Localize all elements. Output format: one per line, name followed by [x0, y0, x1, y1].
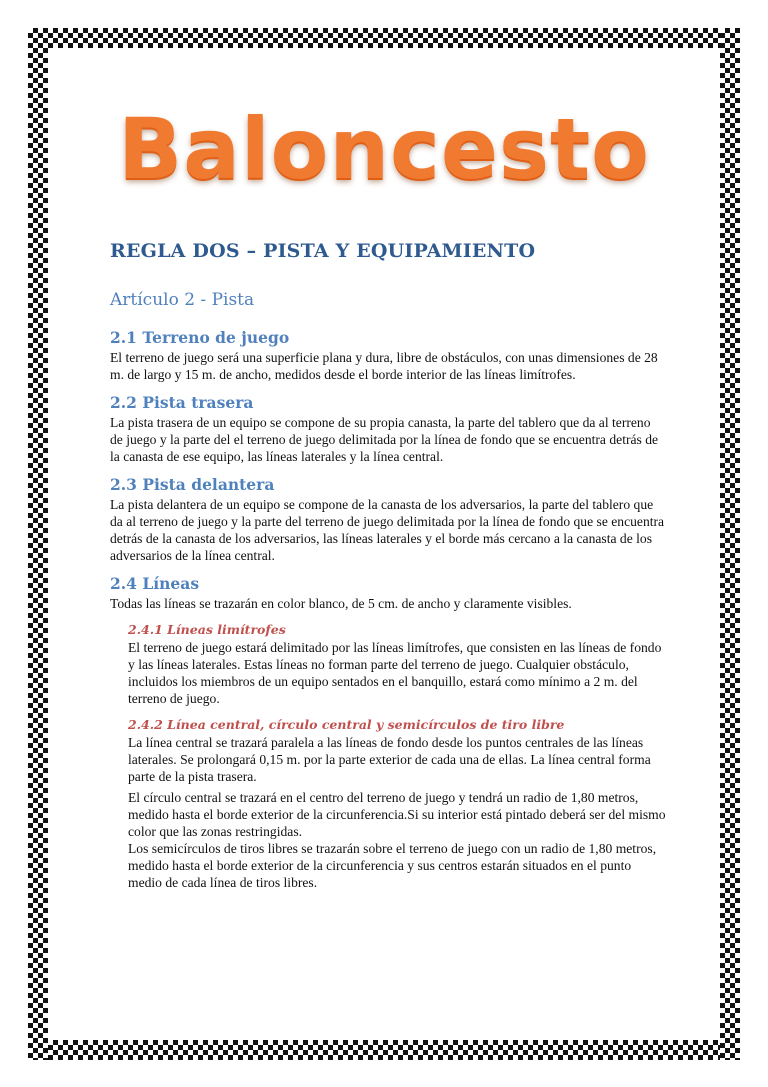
subsection-text: El terreno de juego estará delimitado por las líneas limítrofes, que consisten en las líneas de fondo y las líneas laterales. Estas líneas no forman parte del terreno de juego. Cualquier obstáculo, incluidos los miembros de un equipo sentados en el banquillo, estará como mínimo a 2 m. del terreno de juego. — [128, 640, 662, 706]
section-text: La pista trasera de un equipo se compone de su propia canasta, la parte del tablero que da al terreno de juego y la parte del el terreno de juego delimitada por la línea de fondo que se encuentra detrás de la canasta de ese equipo, las líneas laterales y la línea central. — [110, 415, 659, 464]
section-heading: 2.1 Terreno de juego — [110, 328, 290, 347]
subsection-text: El círculo central se trazará en el centro del terreno de juego y tendrá un radio de 1,80 metros, medido hasta el borde exterior de la circunferencia.Si su interior está pintado deberá ser del mismo color que las zonas restringidas. — [128, 790, 666, 839]
subsection-text: La línea central se trazará paralela a las líneas de fondo desde los puntos centrales de las líneas laterales. Se prolongará 0,15 m. por la parte exterior de cada una de ellas. La línea central forma parte de la pista trasera. — [128, 735, 651, 784]
section-heading: 2.2 Pista trasera — [110, 393, 254, 412]
rule-heading: REGLA DOS – PISTA Y EQUIPAMIENTO — [110, 240, 536, 262]
page-title: Baloncesto — [118, 100, 650, 198]
section-2-1 — [110, 328, 666, 383]
section-2-4 — [110, 574, 666, 612]
section-heading: 2.3 Pista delantera — [110, 475, 275, 494]
document-content — [110, 240, 666, 891]
subsection-text: Los semicírculos de tiros libres se trazarán sobre el terreno de juego con un radio de 1,80 metros, medido hasta el borde exterior de la circunferencia y sus centros estarán situados en el punto medio de cada línea de tiros libres. — [128, 841, 657, 890]
section-2-2 — [110, 393, 666, 465]
section-text: El terreno de juego será una superficie plana y dura, libre de obstáculos, con unas dimensiones de 28 m. de largo y 15 m. de ancho, medidos desde el borde interior de las líneas limítrofes. — [110, 350, 658, 382]
subsection-heading: 2.4.2 Línea central, círculo central y semicírculos de tiro libre — [128, 717, 565, 732]
section-text: La pista delantera de un equipo se compone de la canasta de los adversarios, la parte del tablero que da al terreno de juego y la parte del terreno de juego delimitada por la línea de fondo que se encuentra detrás de la canasta de los adversarios, las líneas laterales y el borde más cercano a la canasta de los adversarios de la línea central. — [110, 497, 665, 563]
section-text: Todas las líneas se trazarán en color blanco, de 5 cm. de ancho y claramente visibles. — [110, 596, 572, 611]
section-heading: 2.4 Líneas — [110, 574, 200, 593]
subsection-heading: 2.4.1 Líneas limítrofes — [128, 622, 286, 637]
article-heading: Artículo 2 - Pista — [110, 290, 255, 310]
checkered-border-top — [28, 28, 740, 48]
subsection-2-4-1 — [128, 622, 666, 707]
subsection-2-4-2 — [128, 717, 666, 891]
section-2-3 — [110, 475, 666, 564]
checkered-border-bottom — [28, 1040, 740, 1060]
